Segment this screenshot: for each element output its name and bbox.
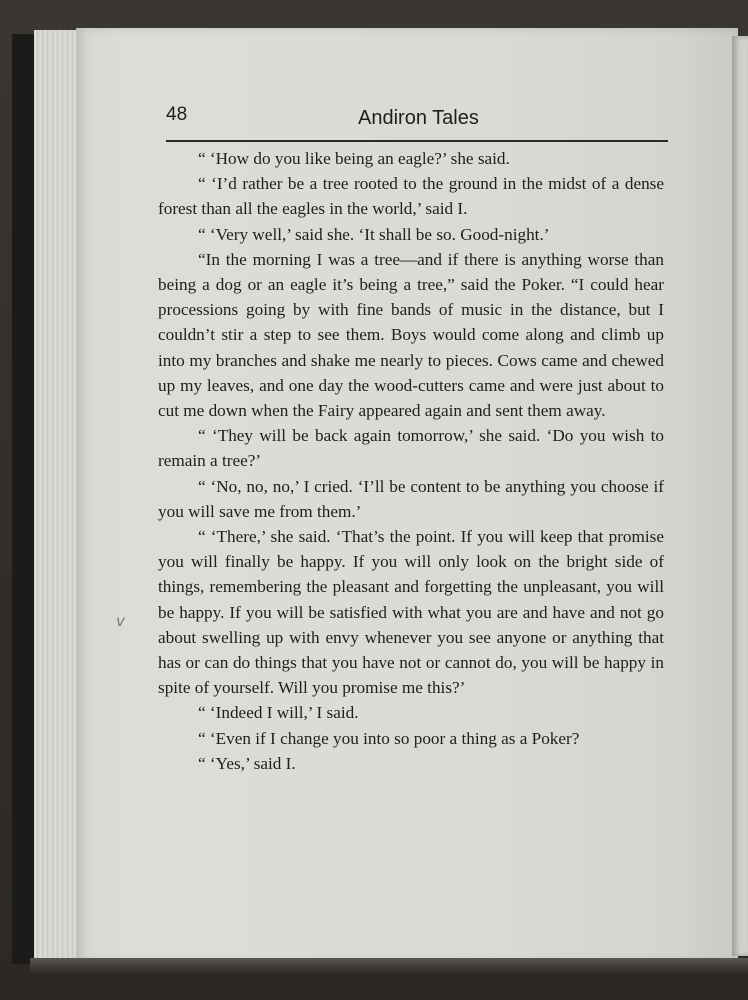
paragraph: “ ‘Yes,’ said I. bbox=[198, 753, 296, 773]
paragraph: “ ‘They will be back again tomorrow,’ she said. ‘Do you wish to remain a tree?’ bbox=[158, 426, 664, 471]
book-bottom-edge bbox=[30, 958, 748, 974]
paragraph: “ ‘How do you like being an eagle?’ she said. bbox=[198, 149, 510, 168]
page-number: 48 bbox=[166, 104, 188, 125]
paragraph: “ ‘I’d rather be a tree rooted to the ground in the midst of a dense forest than all the eagles in the world,’ said I. bbox=[158, 174, 664, 219]
facing-page-edge bbox=[732, 36, 748, 956]
paragraph: “ ‘Even if I change you into so poor a thing as a Poker? bbox=[198, 728, 580, 748]
paragraph: “ ‘Very well,’ said she. ‘It shall be so. Good-night.’ bbox=[198, 224, 550, 244]
paragraph: “ ‘There,’ she said. ‘That’s the point. If you will keep that promise you will finally be happy. If you will only look on the bright side of things, remembering the pleasant and forgetting the unpleasant, you will be happy. If you will be satisfied with what you are and have and not go about swelling up with envy whenever you see anyone or anything that has or can do things that you have not or cannot do, you will be happy in spite of yourself. Will you promise me this?’ bbox=[158, 527, 664, 698]
paragraph: “ ‘No, no, no,’ I cried. ‘I’ll be content to be anything you choose if you will save me from them.’ bbox=[158, 476, 664, 521]
paragraph: “In the morning I was a tree—and if there is anything worse than being a dog or an eagle it’s being a tree,” said the Poker. “I could hear processions going by with fine bands of music in the distance, but I couldn’t stir a step to see them. Boys would come along and climb up into my branches and shake me nearly to pieces. Cows came and chewed up my leaves, and one day the wood-cutters came and were just about to cut me down when the Fairy appeared again and sent them away. bbox=[158, 249, 664, 421]
running-title: Andiron Tales bbox=[358, 107, 479, 129]
pencil-margin-mark: v bbox=[116, 612, 125, 630]
paragraph: “ ‘Indeed I will,’ I said. bbox=[198, 703, 359, 723]
body-text bbox=[158, 146, 664, 776]
book-cover-edge bbox=[12, 34, 34, 964]
header-rule bbox=[166, 140, 668, 142]
page-header bbox=[166, 104, 670, 144]
